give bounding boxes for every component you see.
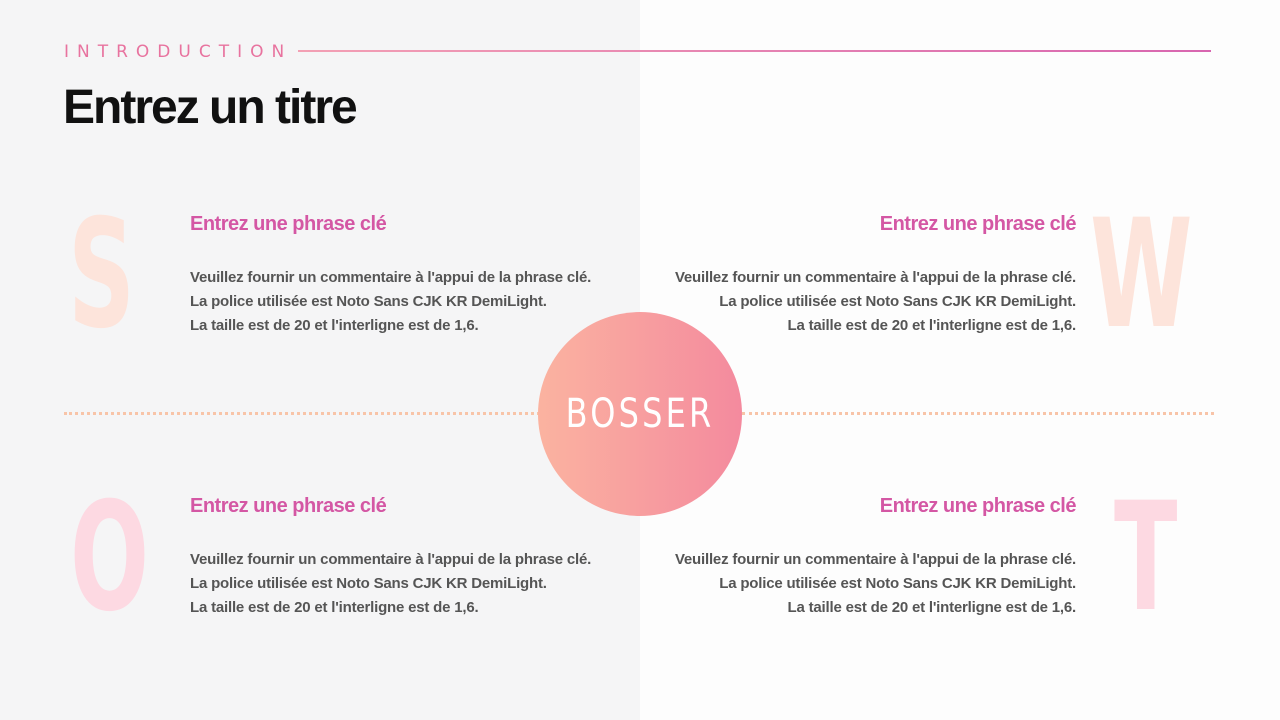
strengths-body: [190, 266, 620, 338]
threats-line: La police utilisée est Noto Sans CJK KR DemiLight.: [719, 575, 1076, 592]
swot-letter-w: W: [1090, 188, 1193, 362]
threats-body: [646, 548, 1076, 620]
opportunities-body: [190, 548, 620, 620]
threats-line: La taille est de 20 et l'interligne est de 1,6.: [787, 599, 1076, 616]
slide-title: Entrez un titre: [63, 81, 356, 134]
opportunities-line: Veuillez fournir un commentaire à l'appui de la phrase clé.: [190, 551, 592, 568]
opportunities-line: La police utilisée est Noto Sans CJK KR DemiLight.: [190, 575, 547, 592]
strengths-block: [190, 213, 620, 338]
strengths-line: La police utilisée est Noto Sans CJK KR DemiLight.: [190, 293, 547, 310]
eyebrow-rule: [298, 50, 1211, 52]
divider-dotted-left: [64, 412, 540, 415]
weaknesses-line: La police utilisée est Noto Sans CJK KR DemiLight.: [719, 293, 1076, 310]
weaknesses-line: Veuillez fournir un commentaire à l'appui de la phrase clé.: [674, 269, 1076, 286]
swot-letter-t: T: [1114, 471, 1178, 645]
opportunities-heading: Entrez une phrase clé: [190, 495, 387, 517]
threats-block: [646, 495, 1076, 620]
strengths-heading: Entrez une phrase clé: [190, 213, 387, 235]
threats-line: Veuillez fournir un commentaire à l'appui de la phrase clé.: [674, 551, 1076, 568]
section-eyebrow: INTRODUCTION: [64, 42, 293, 62]
threats-heading: Entrez une phrase clé: [879, 495, 1076, 517]
swot-letter-s: S: [68, 188, 135, 362]
opportunities-line: La taille est de 20 et l'interligne est de 1,6.: [190, 599, 479, 616]
center-circle-badge: [538, 312, 742, 516]
divider-dotted-right: [742, 412, 1214, 415]
opportunities-block: [190, 495, 620, 620]
weaknesses-block: [646, 213, 1076, 338]
center-label: BOSSER: [565, 391, 715, 437]
strengths-line: Veuillez fournir un commentaire à l'appui de la phrase clé.: [190, 269, 592, 286]
swot-letter-o: O: [70, 471, 150, 645]
weaknesses-line: La taille est de 20 et l'interligne est de 1,6.: [787, 317, 1076, 334]
weaknesses-body: [646, 266, 1076, 338]
weaknesses-heading: Entrez une phrase clé: [879, 213, 1076, 235]
strengths-line: La taille est de 20 et l'interligne est de 1,6.: [190, 317, 479, 334]
